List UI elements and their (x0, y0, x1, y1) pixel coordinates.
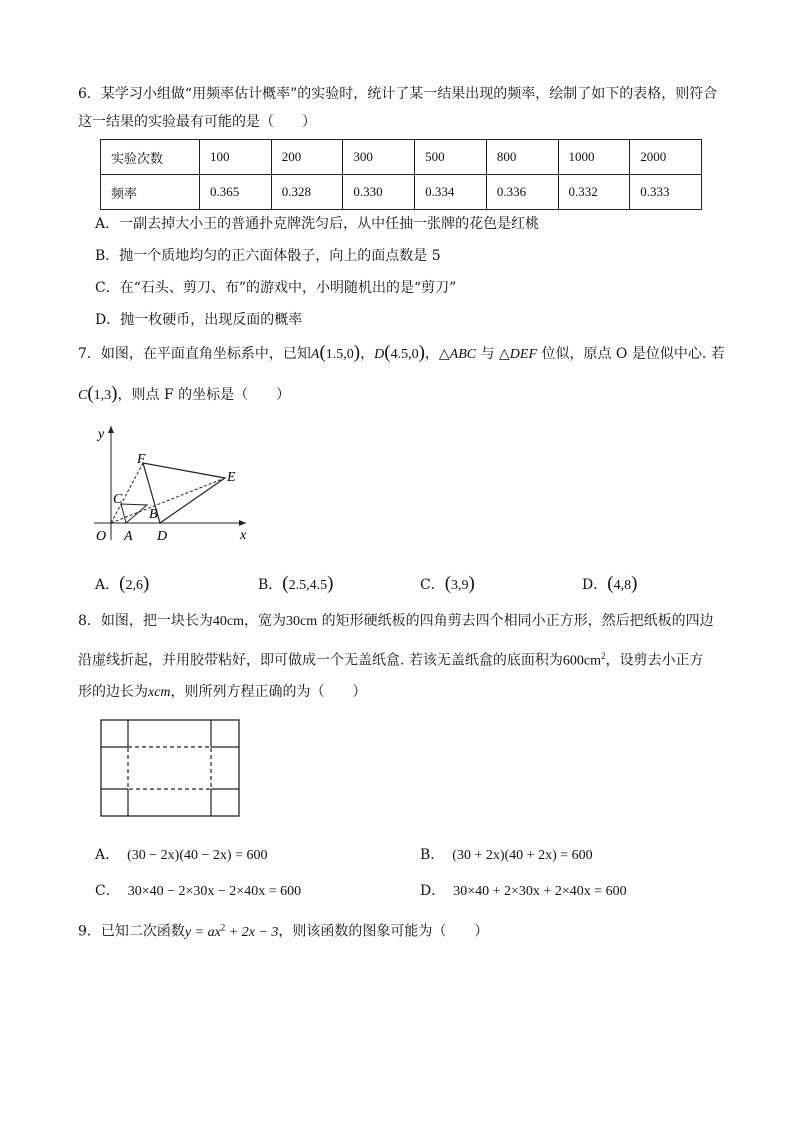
q8-stem-line3: 形的边长为xcm，则所列方程正确的为（ ） (78, 684, 367, 700)
table-cell: 0.334 (415, 175, 487, 210)
table-cell: 0.328 (271, 175, 343, 210)
point-c-label: C (78, 388, 88, 403)
point-d-coord: 4.5,0 (390, 347, 419, 362)
point-c-coord: 1,3 (93, 388, 112, 403)
triangle-def-label: △DEF (499, 347, 538, 362)
table-cell: 0.365 (200, 175, 272, 210)
width-value: 30cm (286, 614, 318, 629)
triangle-abc-label: △ABC (438, 347, 477, 362)
triangle-abc (121, 504, 147, 523)
q7-option-d: D．(4,8) (582, 573, 638, 594)
y-axis-arrow (108, 426, 114, 433)
q7-option-b: B．(2.5,4.5) (258, 573, 334, 594)
q6-option-c: C．在“石头、剪刀、布”的游戏中，小明随机出的是“剪刀” (95, 280, 457, 296)
table-row-header: 频率 (101, 175, 200, 210)
label-x: x (240, 528, 247, 543)
label-f: F (137, 452, 146, 467)
table-cell: 0.332 (558, 175, 630, 210)
q8-option-a: A． (30 − 2x)(40 − 2x) = 600 (95, 847, 268, 863)
table-cell: 100 (200, 140, 272, 175)
q6-stem-line1: 6．某学习小组做“用频率估计概率”的实验时，统计了某一结果出现的频率，绘制了如下的表格，则符合 (78, 86, 718, 102)
label-e: E (227, 470, 236, 485)
x-axis-arrow (239, 520, 246, 526)
table-cell: 0.330 (343, 175, 415, 210)
q7-stem-line2: C(1,3)，则点 F 的坐标是（ ） (78, 383, 291, 404)
q6-option-d: D．抛一枚硬币，出现反面的概率 (95, 312, 303, 328)
table-cell: 1000 (558, 140, 630, 175)
point-a-label: A (310, 347, 320, 362)
table-cell: 800 (486, 140, 558, 175)
dashed-line-oe (111, 478, 225, 523)
label-c: C (113, 492, 123, 507)
q8-option-b: B． (30 + 2x)(40 + 2x) = 600 (420, 847, 593, 863)
q8-cardboard-figure (100, 719, 242, 819)
q9-stem: 9．已知二次函数$y = ax^2 + 2x - 3$，则该函数的图象可能为（ ） (78, 922, 489, 940)
fold-dashed-lines (128, 747, 211, 789)
q7-stem-text: 7．如图，在平面直角坐标系中，已知 (78, 346, 311, 362)
side-variable: xcm (148, 685, 171, 700)
q8-option-d: D． 30×40 + 2×30x + 2×40x = 600 (420, 883, 627, 899)
length-value: 40cm (212, 614, 245, 629)
q8-stem-line2: 沿虚线折起，并用胶带粘好，即可做成一个无盖纸盒. 若该无盖纸盒的底面积为$600cm^2$，设剪去小正方 (78, 651, 704, 669)
table-row (101, 175, 702, 210)
q6-stem-line2: 这一结果的实验最有可能的是（ ） (78, 114, 316, 130)
table-cell: 2000 (630, 140, 702, 175)
quadratic-function: $y = ax^2 + 2x - 3$ (184, 922, 279, 940)
q7-option-c: C．(3,9) (420, 573, 475, 594)
cardboard-outline (101, 720, 239, 816)
table-cell: 200 (271, 140, 343, 175)
label-d: D (157, 529, 168, 544)
label-o: O (96, 529, 107, 544)
area-value: 600cm (562, 653, 602, 669)
table-row-header: 实验次数 (101, 140, 200, 175)
point-d-label: D (374, 347, 385, 362)
q7-option-a: A．(2,6) (95, 573, 150, 594)
q7-coordinate-figure (88, 418, 268, 546)
table-cell: 500 (415, 140, 487, 175)
table-cell: 300 (343, 140, 415, 175)
label-y: y (98, 427, 105, 442)
q8-stem-line1: 8．如图，把一块长为40cm，宽为30cm 的矩形硬纸板的四角剪去四个相同小正方形，然后把纸板的四边 (78, 613, 714, 629)
q6-option-b: B．抛一个质地均匀的正六面体骰子，向上的面点数是 5 (95, 248, 441, 264)
label-b: B (149, 507, 158, 522)
label-a: A (124, 529, 133, 544)
q7-stem-line1: 7．如图，在平面直角坐标系中，已知A(1.5,0)，D(4.5,0)，△ABC 与 △DEF 位似，原点 O 是位似中心. 若 (78, 342, 725, 363)
q6-frequency-table (100, 139, 702, 210)
point-a-coord: 1.5,0 (325, 347, 354, 362)
table-row (101, 140, 702, 175)
q8-option-c: C． 30×40 − 2×30x − 2×40x = 600 (95, 883, 302, 899)
table-cell: 0.333 (630, 175, 702, 210)
q6-option-a: A．一副去掉大小王的普通扑克牌洗匀后，从中任抽一张牌的花色是红桃 (95, 216, 540, 232)
table-cell: 0.336 (486, 175, 558, 210)
